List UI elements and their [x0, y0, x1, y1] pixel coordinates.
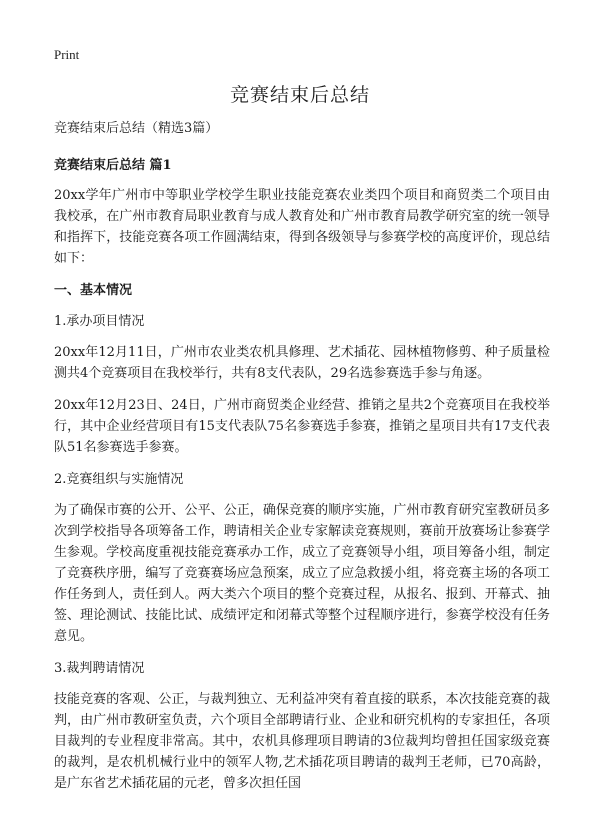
document-body: [54, 118, 550, 805]
item1-paragraph-2: 20xx年12月23日、24日，广州市商贸类企业经营、推销之星共2个竞赛项目在我校举行，其中企业经营项目有15支代表队75名参赛选手参赛，推销之星项目共有17支代表队51名参赛选手参赛。: [54, 398, 550, 455]
print-link[interactable]: Print: [54, 47, 80, 62]
item3-heading: 3.裁判聘请情况: [54, 661, 145, 676]
item1-paragraph-1: 20xx年12月11日，广州市农业类农机具修理、艺术插花、园林植物修剪、种子质量检测共4个竞赛项目在我校举行，共有8支代表队，29名选参赛选手参与角逐。: [54, 345, 550, 381]
intro-paragraph: 20xx学年广州市中等职业学校学生职业技能竞赛农业类四个项目和商贸类二个项目由我校承，在广州市教育局职业教育与成人教育处和广州市教育局教学研究室的统一领导和指挥下，技能竞赛各项工作圆满结束，得到各级领导与参赛学校的高度评价，现总结如下：: [54, 188, 550, 266]
item2-heading: 2.竞赛组织与实施情况: [54, 472, 184, 487]
item2-paragraph: 为了确保市赛的公开、公平、公正，确保竞赛的顺序实施，广州市教育研究室教研员多次到学校指导各项筹备工作，聘请相关企业专家解读竞赛规则，赛前开放赛场让参赛学生参观。学校高度重视技能竞赛承办工作，成立了竞赛领导小组，项目筹备小组，制定了竞赛秩序册，编写了竞赛赛场应急预案，成立了应急救援小组，将竞赛主场的各项工作任务到人，责任到人。两大类六个项目的整个竞赛过程，从报名、报到、开幕式、抽签、理论测试、技能比试、成绩评定和闭幕式等整个过程顺序进行，参赛学校没有任务意见。: [54, 503, 550, 644]
document-subtitle: 竞赛结束后总结（精选3篇）: [54, 121, 219, 136]
item1-heading: 1.承办项目情况: [54, 314, 145, 329]
item3-paragraph: 技能竞赛的客观、公正，与裁判独立、无利益冲突有着直接的联系，本次技能竞赛的裁判，由广州市教研室负责，六个项目全部聘请行业、企业和研究机构的专家担任，各项目裁判的专业程度非常高。其中，农机具修理项目聘请的3位裁判均曾担任国家级竞赛的裁判，是农机机械行业中的领军人物,艺术插花项目聘请的裁判王老师，已70高龄，是广东省艺术插花届的元老，曾多次担任国: [54, 692, 550, 791]
document-title: 竞赛结束后总结: [229, 84, 370, 106]
part1-heading: 一、基本情况: [54, 283, 133, 298]
section-heading: 竞赛结束后总结 篇1: [54, 158, 172, 173]
